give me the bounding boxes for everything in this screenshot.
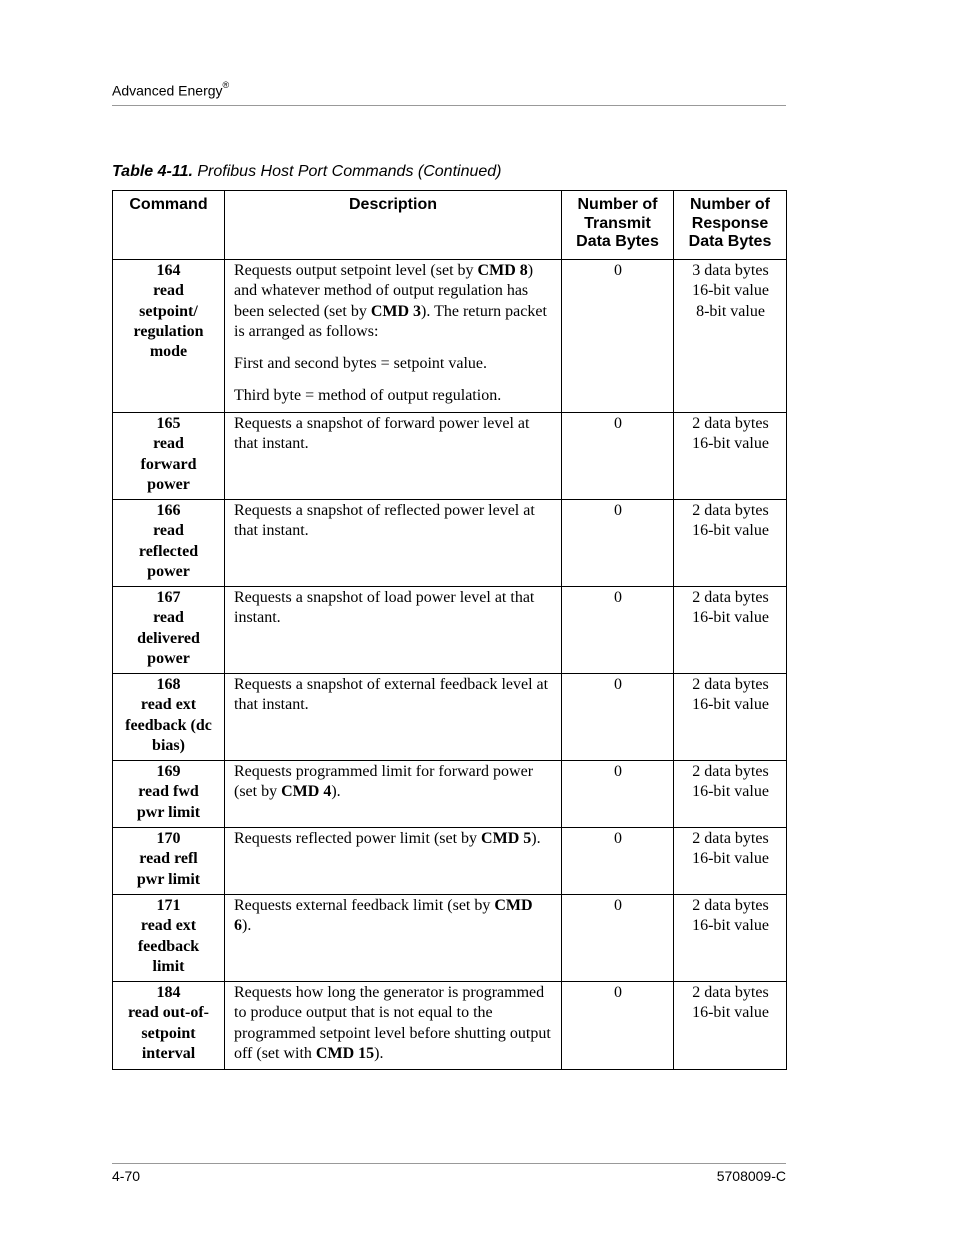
description-paragraph: Requests programmed limit for forward power (set by CMD 4). — [234, 763, 534, 801]
response-bytes-cell: 2 data bytes 16-bit value — [674, 982, 787, 1070]
header-description: Description — [225, 191, 562, 260]
table-row — [113, 260, 787, 413]
command-cell: 171 read ext feedback limit — [113, 895, 225, 982]
table-row — [113, 587, 787, 674]
description-paragraph: Requests output setpoint level (set by CMD 8) and whatever method of output regulation has been selected (set by CMD 3). The return packet is arranged as follows: — [234, 262, 547, 340]
description-paragraph: Requests a snapshot of reflected power level at that instant. — [234, 502, 535, 540]
description-paragraph: Requests a snapshot of forward power level at that instant. — [234, 415, 530, 453]
table-row — [113, 982, 787, 1070]
response-bytes-cell: 2 data bytes 16-bit value — [674, 828, 787, 895]
command-cell: 169 read fwd pwr limit — [113, 761, 225, 828]
command-cell: 168 read ext feedback (dc bias) — [113, 674, 225, 761]
description-cell — [225, 895, 562, 982]
response-bytes-cell: 2 data bytes 16-bit value — [674, 413, 787, 500]
description-cell — [225, 587, 562, 674]
description-cell — [225, 761, 562, 828]
description-cell — [225, 413, 562, 500]
transmit-bytes-cell: 0 — [562, 982, 674, 1070]
table-row — [113, 413, 787, 500]
command-cell: 167 read delivered power — [113, 587, 225, 674]
table-number: Table 4-11. — [112, 163, 193, 180]
running-header — [112, 82, 786, 99]
description-paragraph: Requests how long the generator is programmed to produce output that is not equal to the programmed setpoint level before shutting output off (set with CMD 15). — [234, 984, 551, 1062]
header-transmit: Number of Transmit Data Bytes — [562, 191, 674, 260]
table-row — [113, 895, 787, 982]
transmit-bytes-cell: 0 — [562, 587, 674, 674]
company-name: Advanced Energy — [112, 82, 223, 99]
command-cell: 166 read reflected power — [113, 500, 225, 587]
header-rule — [112, 105, 786, 106]
transmit-bytes-cell: 0 — [562, 895, 674, 982]
document-number: 5708009-C — [716, 1168, 786, 1184]
table-caption — [112, 163, 502, 181]
transmit-bytes-cell: 0 — [562, 500, 674, 587]
description-cell — [225, 674, 562, 761]
response-bytes-cell: 2 data bytes 16-bit value — [674, 500, 787, 587]
description-paragraph: Requests reflected power limit (set by CMD 5). — [234, 830, 541, 847]
command-cell: 164 read setpoint/ regulation mode — [113, 260, 225, 413]
command-cell: 184 read out-of- setpoint interval — [113, 982, 225, 1070]
footer-rule — [112, 1163, 786, 1164]
table-row — [113, 761, 787, 828]
header-response: Number of Response Data Bytes — [674, 191, 787, 260]
transmit-bytes-cell: 0 — [562, 828, 674, 895]
description-paragraph: Third byte = method of output regulation. — [234, 387, 502, 405]
description-paragraph: Requests a snapshot of external feedback level at that instant. — [234, 676, 549, 714]
header-row — [113, 191, 787, 260]
page-number: 4-70 — [112, 1168, 141, 1184]
description-cell — [225, 260, 562, 413]
response-bytes-cell: 2 data bytes 16-bit value — [674, 587, 787, 674]
description-paragraph: Requests a snapshot of load power level at that instant. — [234, 589, 535, 627]
table-row — [113, 674, 787, 761]
commands-table — [112, 190, 787, 1070]
table-title: Profibus Host Port Commands (Continued) — [197, 163, 502, 180]
description-paragraph: Requests external feedback limit (set by CMD 6). — [234, 897, 533, 935]
table-row — [113, 828, 787, 895]
table-row — [113, 500, 787, 587]
description-paragraph: First and second bytes = setpoint value. — [234, 355, 487, 373]
transmit-bytes-cell: 0 — [562, 674, 674, 761]
transmit-bytes-cell: 0 — [562, 761, 674, 828]
header-command: Command — [113, 191, 225, 260]
response-bytes-cell: 2 data bytes 16-bit value — [674, 761, 787, 828]
response-bytes-cell: 3 data bytes 16-bit value 8-bit value — [674, 260, 787, 413]
command-cell: 170 read refl pwr limit — [113, 828, 225, 895]
response-bytes-cell: 2 data bytes 16-bit value — [674, 674, 787, 761]
response-bytes-cell: 2 data bytes 16-bit value — [674, 895, 787, 982]
transmit-bytes-cell: 0 — [562, 413, 674, 500]
command-cell: 165 read forward power — [113, 413, 225, 500]
description-cell — [225, 500, 562, 587]
description-cell — [225, 982, 562, 1070]
description-cell — [225, 828, 562, 895]
transmit-bytes-cell: 0 — [562, 260, 674, 413]
registered-mark: ® — [222, 80, 230, 90]
